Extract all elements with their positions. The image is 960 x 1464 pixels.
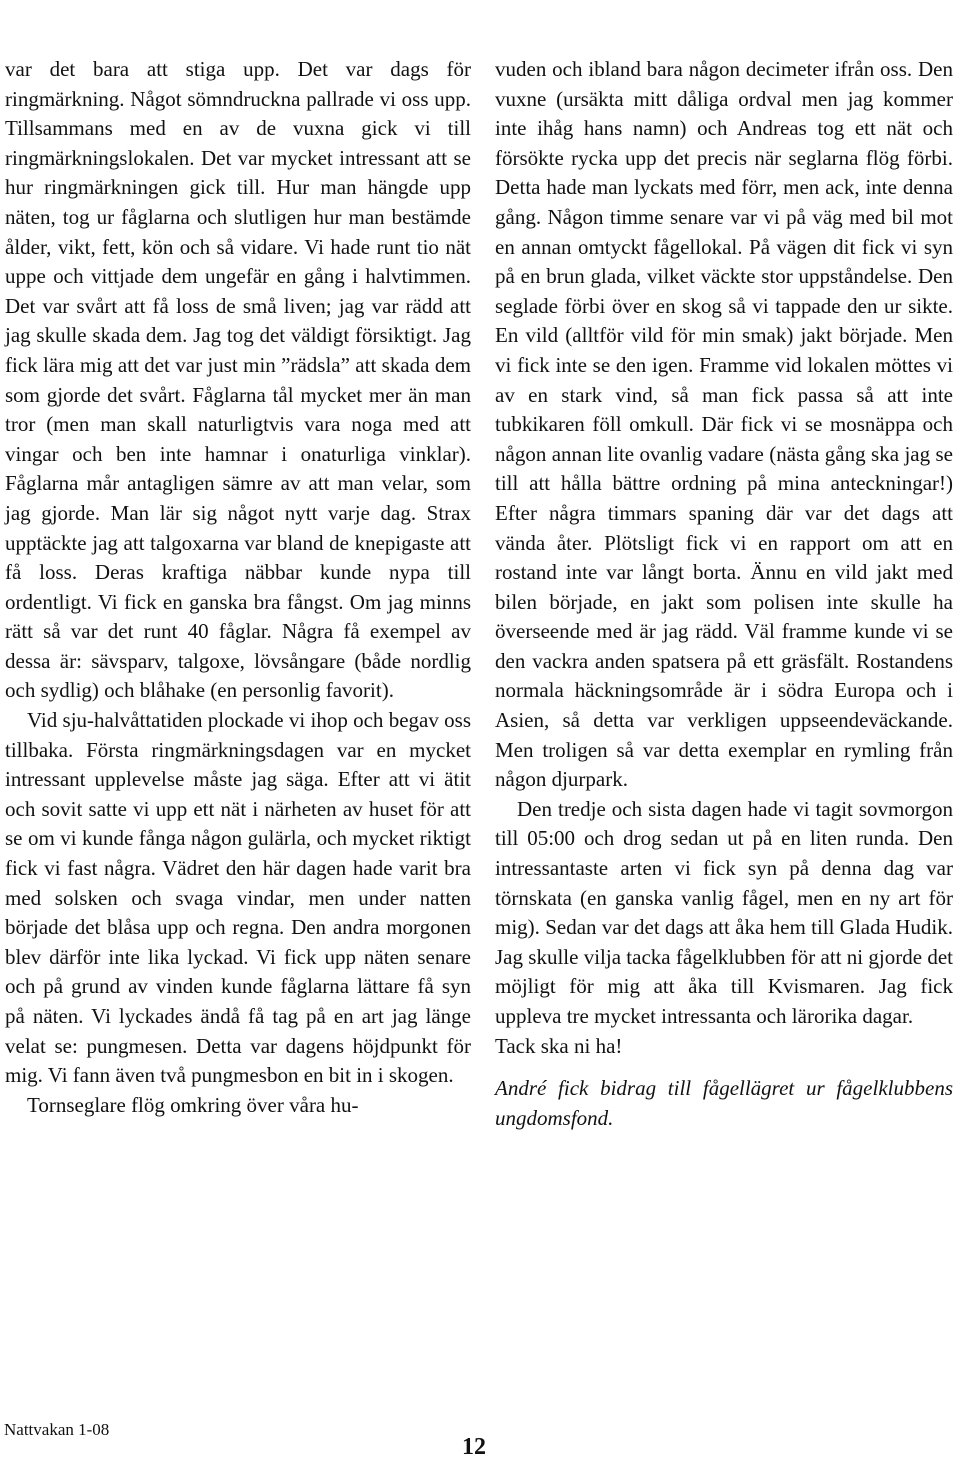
- paragraph-return-and-second-day: Vid sju-halvåttatiden plockade vi ihop och begav oss tillbaka. Första ringmärkningsdagen var en mycket intressant upplevelse måste jag säga. Efter att vi ätit och sovit satte vi upp ett nät i närheten av huset för att se om vi kunde fånga någon gulärla, och mycket riktigt fick vi fast några. Vädret den här dagen hade varit bra med solsken och svaga vindar, men under natten började det blåsa upp och regna. Den andra morgonen blev därför inte lika lyckad. Vi fick upp näten senare och på grund av vinden kunde fåglarna lättare få syn på näten. Vi lyckades ändå få tag på en art jag länge velat se: pungmesen. Detta var dagens höjdpunkt för mig. Vi fann även två pungmesbon en bit in i skogen.: [5, 708, 471, 1088]
- funding-credit: André fick bidrag till fågellägret ur fågelklubbens ungdomsfond.: [495, 1076, 953, 1130]
- paragraph-thanks: Tack ska ni ha!: [495, 1033, 623, 1058]
- left-column: [5, 55, 471, 1120]
- paragraph-third-day: Den tredje och sista dagen hade vi tagit sovmorgon till 05:00 och drog sedan ut på en liten runda. Den intressantaste arten vi fick syn på denna dag var törnskata (en ganska vanlig fågel, men en ny art för mig). Sedan var det dags att åka hem till Glada Hudik. Jag skulle vilja tacka fågelklubben för att ni gjorde det möjligt för mig att åka till Kvismaren. Jag fick uppleva tre mycket intressanta och lärorika dagar.: [495, 796, 953, 1028]
- paragraph-ringing-morning: var det bara att stiga upp. Det var dags för ringmärkning. Något sömndruckna pallrade vi oss upp. Tillsammans med en av de vuxna gick vi till ringmärkningslokalen. Det var mycket intressant att se hur ringmärkningen gick till. Hur man hängde upp näten, tog ur fåglarna och slutligen hur man bestämde ålder, vikt, fett, kön och så vidare. Vi hade runt tio nät uppe och vittjade dem ungefär en gång i halvtimmen. Det var svårt att få loss de små liven; jag var rädd att jag skulle skada dem. Jag tog det väldigt försiktigt. Jag fick lära mig att det var just min ”rädsla” att skada dem som gjorde det svårt. Fåglarna tål mycket mer än man tror (men man skall naturligtvis vara noga med att vingar och ben inte hamnar i onaturliga vinklar). Fåglarna mår antagligen sämre av att man velar, som jag gjorde. Man lär sig något nytt varje dag. Strax upptäckte jag att talgoxarna var bland de knepigaste att få loss. Deras kraftiga näbbar kunde nypa till ordentligt. Vi fick en ganska bra fångst. Om jag minns rätt så var det runt 40 fåglar. Några få exempel av dessa är: sävsparv, talgoxe, lövsångare (både nordlig och sydlig) och blåhake (en personlig favorit).: [5, 57, 471, 703]
- paragraph-swifts-start: Tornseglare flög omkring över våra hu-: [27, 1092, 359, 1117]
- right-column: [495, 55, 953, 1133]
- publication-footer: Nattvakan 1-08: [4, 1420, 110, 1439]
- paragraph-swifts-continued: vuden och ibland bara någon decimeter ifrån oss. Den vuxne (ursäkta mitt dåliga ordval men jag kommer inte ihåg hans namn) och Andreas tog ett nät och försökte rycka upp det precis när seglarna flög förbi. Detta hade man lyckats med förr, men ack, inte denna gång. Någon timme senare var vi på väg med bil mot en annan omtyckt fågellokal. På vägen dit fick vi syn på en brun glada, vilket väckte stor uppståndelse. Den seglade förbi över en skog så vi tappade den ur sikte. En vild (alltför vild för min smak) jakt började. Men vi fick inte se den igen. Framme vid lokalen möttes vi av en stark vind, så man fick passa så att inte tubkikaren föll omkull. Där fick vi se mosnäppa och någon annan lite ovanlig vadare (nästa gång ska jag se till att hålla bättre ordning på mina anteckningar!) Efter några timmars spaning där var det dags att vända åter. Plötsligt fick vi en rapport om att en rostand inte var långt borta. Ännu en vild jakt med bilen började, en jakt som polisen inte skulle ha överseende med är jag rädd. Väl framme kunde vi se den vackra anden spatsera på ett gräsfält. Rostandens normala häckningsområde är i södra Europa och i Asien, så detta var verkligen uppseendeväckande. Men troligen så var detta exemplar en rymling från någon djurpark.: [495, 57, 953, 792]
- page-number: 12: [462, 1434, 486, 1460]
